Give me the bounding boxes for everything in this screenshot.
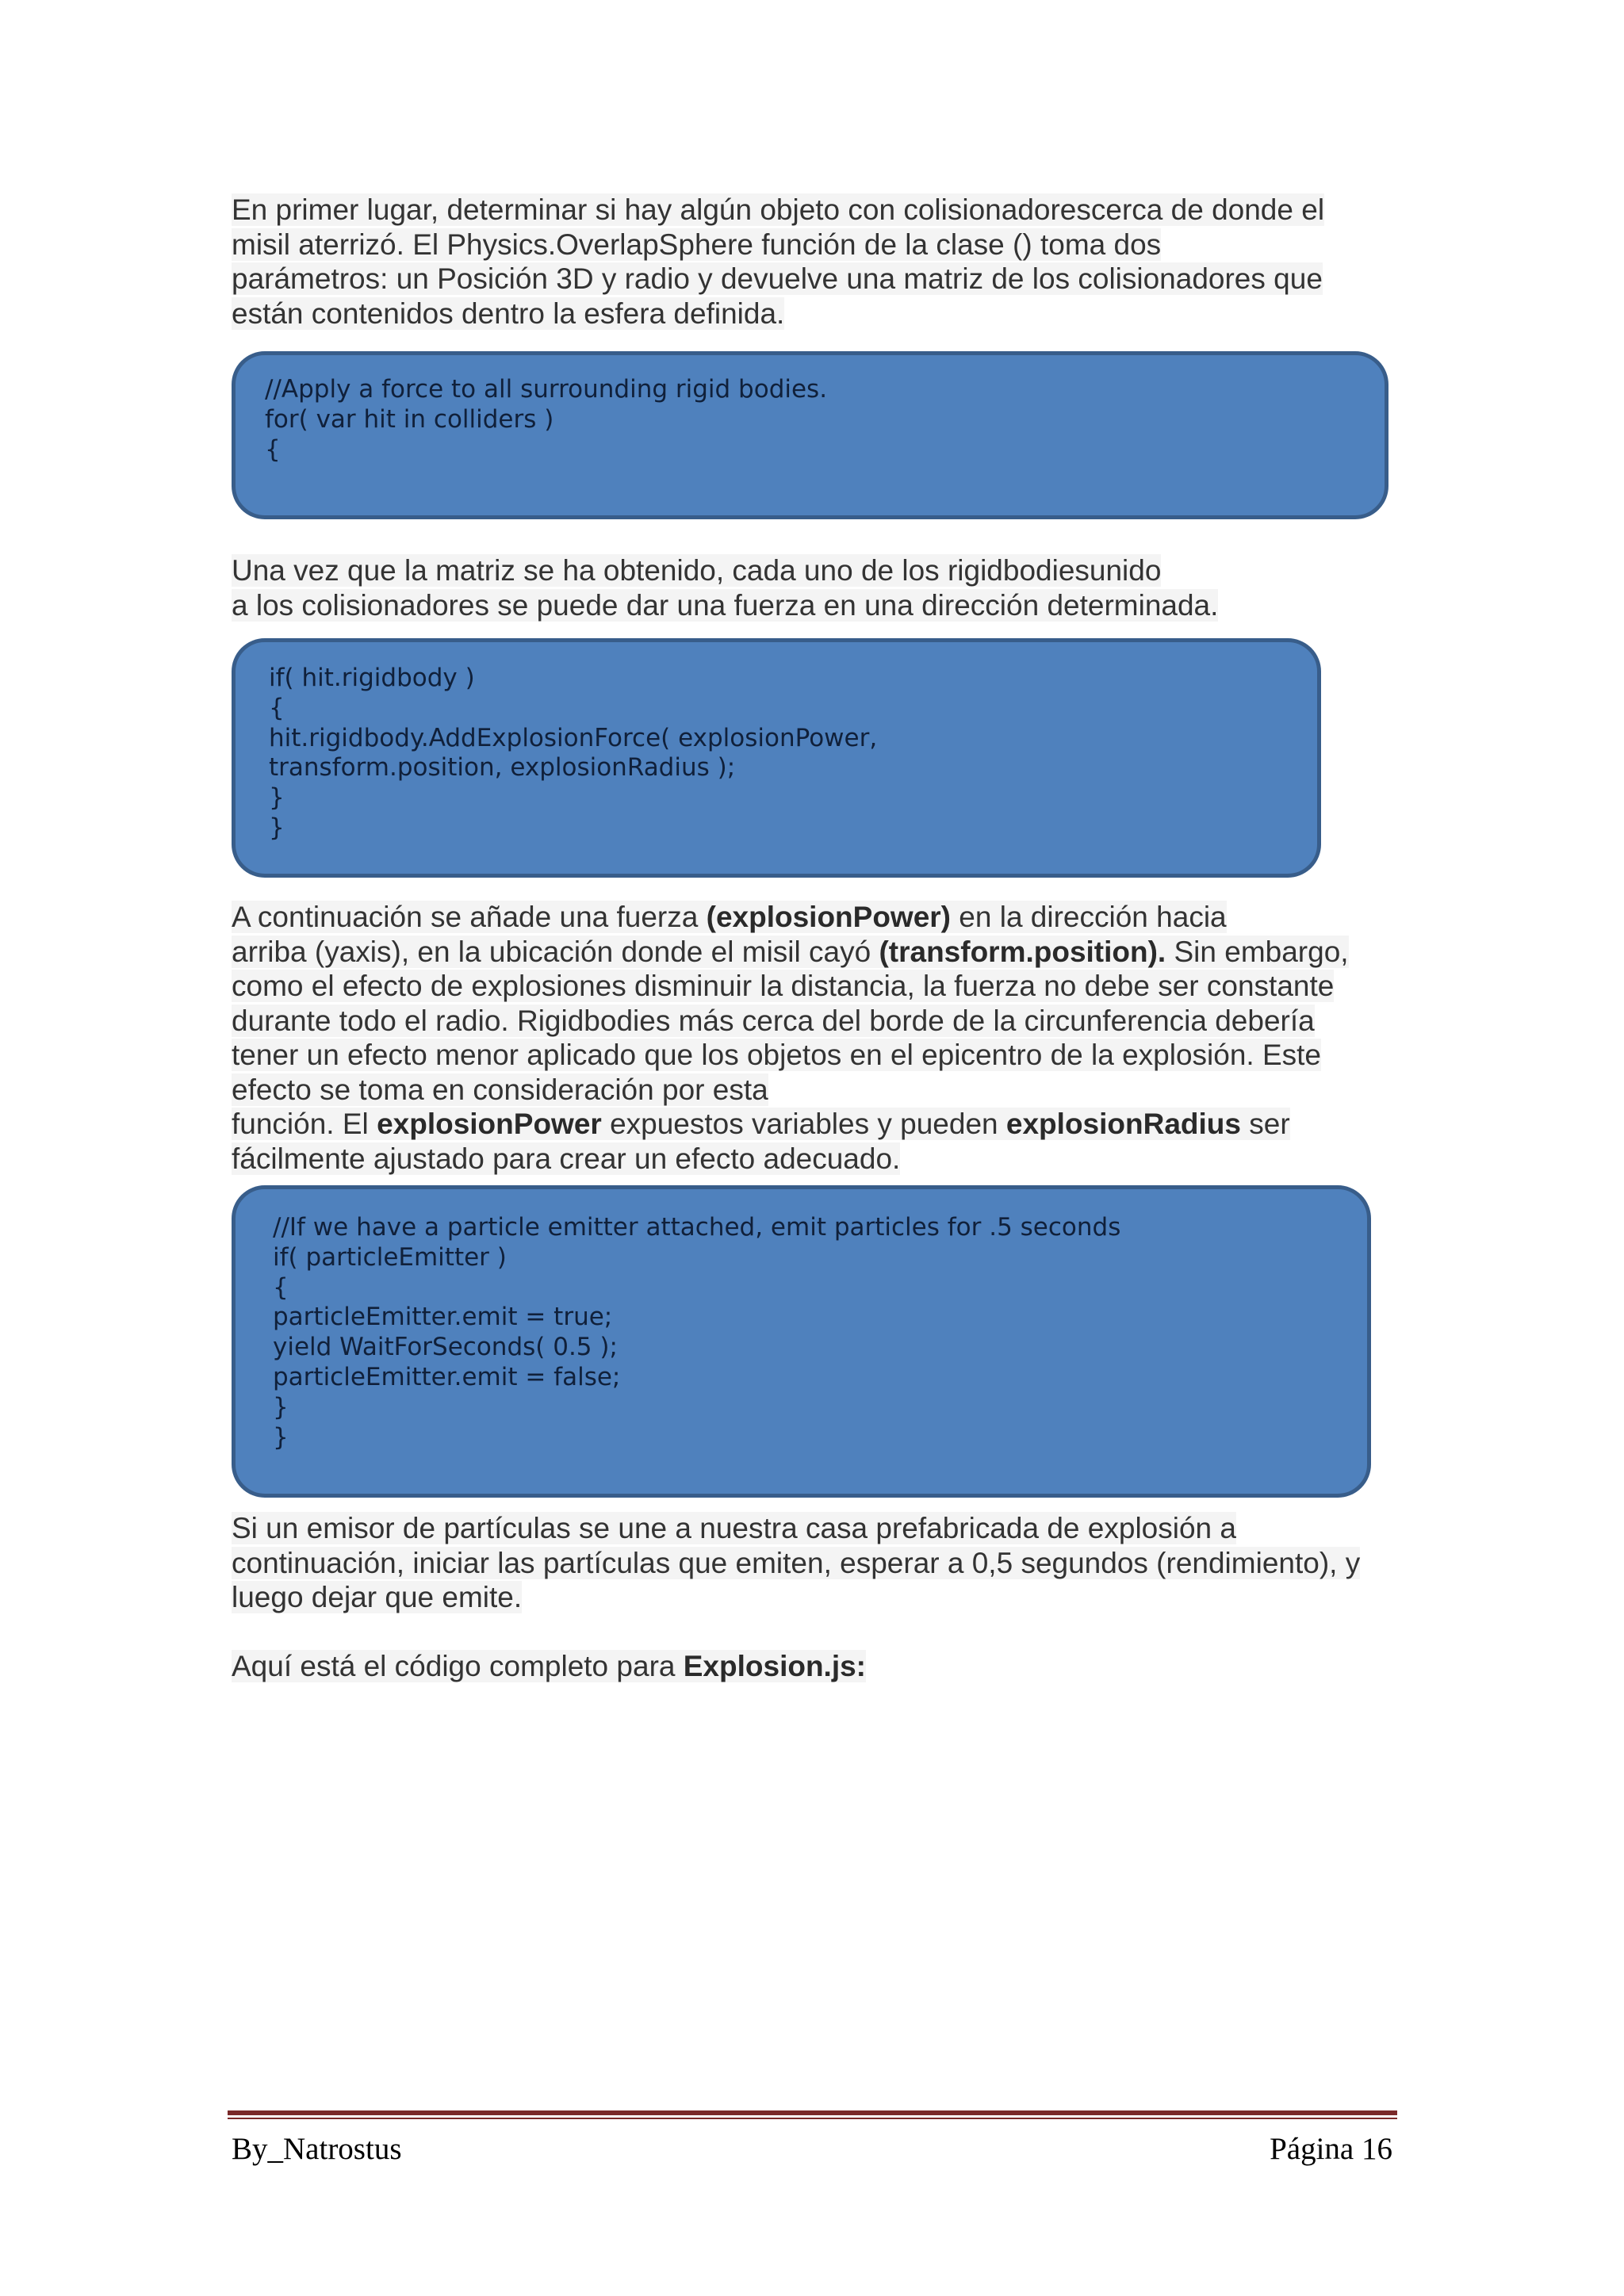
- code-line: particleEmitter.emit = true;: [273, 1303, 613, 1332]
- text-line: a los colisionadores se puede dar una fuerza en una dirección determinada.: [232, 588, 1219, 622]
- code-snippet-3: [273, 1213, 1120, 1452]
- code-line: if( particleEmitter ): [273, 1242, 507, 1272]
- code-snippet-1: [265, 375, 827, 465]
- code-line: {: [273, 1272, 289, 1302]
- footer-author: By_Natrostus: [232, 2132, 402, 2166]
- bold-term: (explosionPower): [706, 901, 952, 933]
- paragraph-explosion-force: [232, 900, 1397, 1176]
- text-line: fácilmente ajustado para crear un efecto adecuado.: [232, 1142, 901, 1175]
- paragraph-particle-emitter: [232, 1511, 1397, 1615]
- text-line: tener un efecto menor aplicado que los objetos en el epicentro de la explosión. Este: [232, 1039, 1322, 1071]
- text-line: están contenidos dentro la esfera definida.: [232, 297, 785, 330]
- text-line: parámetros: un Posición 3D y radio y devuelve una matriz de los colisionadores que: [232, 262, 1323, 295]
- code-snippet-2: [269, 664, 877, 844]
- code-line: //If we have a particle emitter attached, emit particles for .5 seconds: [273, 1213, 1121, 1242]
- footer-divider-thin: [228, 2118, 1397, 2119]
- code-line: {: [265, 434, 281, 464]
- text-line: Aquí está el código completo para Explosion.js:: [232, 1650, 867, 1682]
- footer-divider: [228, 2110, 1397, 2115]
- paragraph-matrix: [232, 553, 1397, 622]
- text-line: misil aterrizó. El Physics.OverlapSphere función de la clase () toma dos: [232, 228, 1162, 261]
- code-line: }: [273, 1392, 289, 1422]
- text-line: como el efecto de explosiones disminuir la distancia, la fuerza no debe ser constante: [232, 970, 1335, 1002]
- text-line: Si un emisor de partículas se une a nuestra casa prefabricada de explosión a: [232, 1512, 1236, 1544]
- bold-term: explosionRadius: [1005, 1108, 1241, 1140]
- text-line: efecto se toma en consideración por esta: [232, 1073, 768, 1106]
- code-line: }: [269, 783, 285, 813]
- code-line: transform.position, explosionRadius );: [269, 753, 736, 783]
- paragraph-full-code-intro: [232, 1649, 1397, 1684]
- bold-term: explosionPower: [377, 1108, 602, 1140]
- paragraph-intro: [232, 193, 1397, 331]
- text-line: durante todo el radio. Rigidbodies más cerca del borde de la circunferencia debería: [232, 1004, 1315, 1037]
- footer-page-number: Página 16: [1270, 2132, 1392, 2166]
- text-line: continuación, iniciar las partículas que emiten, esperar a 0,5 segundos (rendimiento), y: [232, 1546, 1361, 1579]
- code-line: if( hit.rigidbody ): [269, 664, 475, 692]
- code-line: hit.rigidbody.AddExplosionForce( explosionPower,: [269, 723, 878, 752]
- code-line: particleEmitter.emit = false;: [273, 1362, 621, 1391]
- code-line: {: [269, 693, 285, 722]
- code-line: for( var hit in colliders ): [265, 404, 554, 434]
- text-line: arriba (yaxis), en la ubicación donde el misil cayó (transform.position). Sin embargo,: [232, 935, 1349, 968]
- text-line: En primer lugar, determinar si hay algún objeto con colisionadorescerca de donde el: [232, 193, 1325, 226]
- bold-term: (transform.position).: [879, 935, 1166, 968]
- text-line: función. El explosionPower expuestos variables y pueden explosionRadius ser: [232, 1108, 1290, 1140]
- text-line: A continuación se añade una fuerza (explosionPower) en la dirección hacia: [232, 901, 1227, 933]
- code-line: yield WaitForSeconds( 0.5 );: [273, 1333, 618, 1362]
- text-line: Una vez que la matriz se ha obtenido, cada uno de los rigidbodiesunido: [232, 554, 1162, 587]
- code-line: //Apply a force to all surrounding rigid bodies.: [265, 375, 828, 404]
- text-line: luego dejar que emite.: [232, 1581, 523, 1613]
- code-line: }: [269, 813, 285, 842]
- code-line: }: [273, 1422, 289, 1452]
- bold-filename: Explosion.js:: [683, 1650, 867, 1682]
